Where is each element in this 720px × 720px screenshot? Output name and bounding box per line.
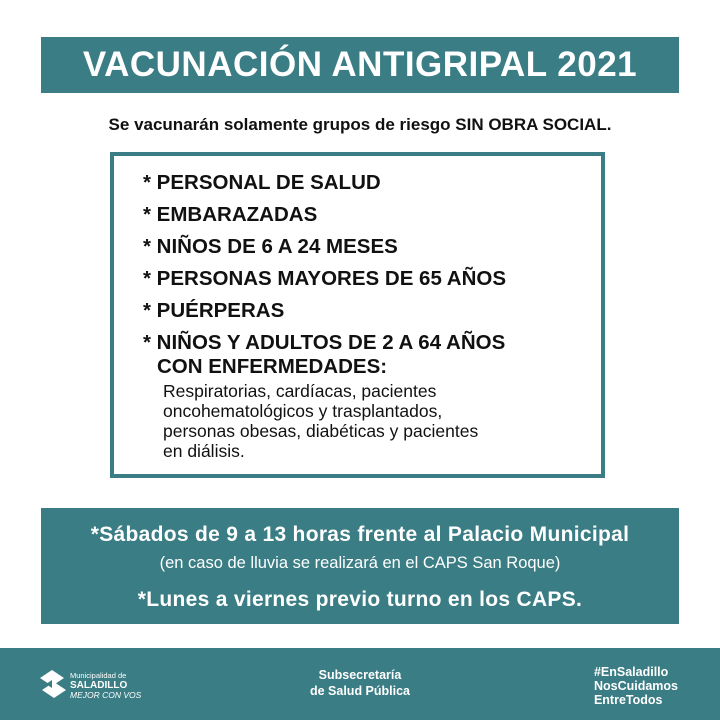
intro-text: Se vacunarán solamente grupos de riesgo SIN OBRA SOCIAL. (108, 115, 612, 134)
logo-line2: SALADILLO (70, 680, 128, 691)
footer (0, 648, 720, 720)
saturday-schedule: *Sábados de 9 a 13 horas frente al Palacio Municipal (90, 523, 630, 546)
department (270, 667, 450, 699)
logo-line1: Municipalidad de (70, 671, 127, 680)
detail-line: en diálisis. (163, 441, 245, 461)
list-item: * PUÉRPERAS (143, 299, 285, 322)
hashtag-line1: #EnSaladillo (593, 665, 669, 679)
hashtag-line2: NosCuidamos (593, 679, 678, 693)
schedule-box (41, 508, 679, 624)
detail-line: Respiratorias, cardíacas, pacientes (163, 381, 437, 401)
list-item: * NIÑOS DE 6 A 24 MESES (143, 235, 398, 258)
department-line2: de Salud Pública (309, 684, 411, 698)
conditions-detail (143, 381, 583, 461)
municipality-logo (38, 666, 168, 706)
department-line1: Subsecretaría (318, 668, 402, 682)
list-item: * EMBARAZADAS (143, 203, 318, 226)
detail-line: oncohematológicos y trasplantados, (163, 401, 443, 421)
list-item-line: CON ENFERMEDADES: (157, 355, 388, 378)
risk-groups-list (143, 171, 583, 461)
logo-tagline: MEJOR CON VOS (70, 690, 142, 700)
logo-text (70, 671, 141, 700)
weekday-schedule: *Lunes a viernes previo turno en los CAPS. (137, 588, 583, 611)
list-item (143, 331, 583, 379)
hashtag-line3: EntreTodos (593, 693, 663, 707)
list-item-line: * NIÑOS Y ADULTOS DE 2 A 64 AÑOS (143, 331, 506, 354)
list-item: * PERSONAL DE SALUD (143, 171, 381, 194)
rain-note: (en caso de lluvia se realizará en el CAPS San Roque) (159, 554, 561, 572)
detail-line: personas obesas, diabéticas y pacientes (163, 421, 479, 441)
saladillo-logo-icon (38, 668, 68, 702)
hashtags (594, 665, 678, 707)
list-item: * PERSONAS MAYORES DE 65 AÑOS (143, 267, 507, 290)
page-title: VACUNACIÓN ANTIGRIPAL 2021 (41, 37, 679, 93)
